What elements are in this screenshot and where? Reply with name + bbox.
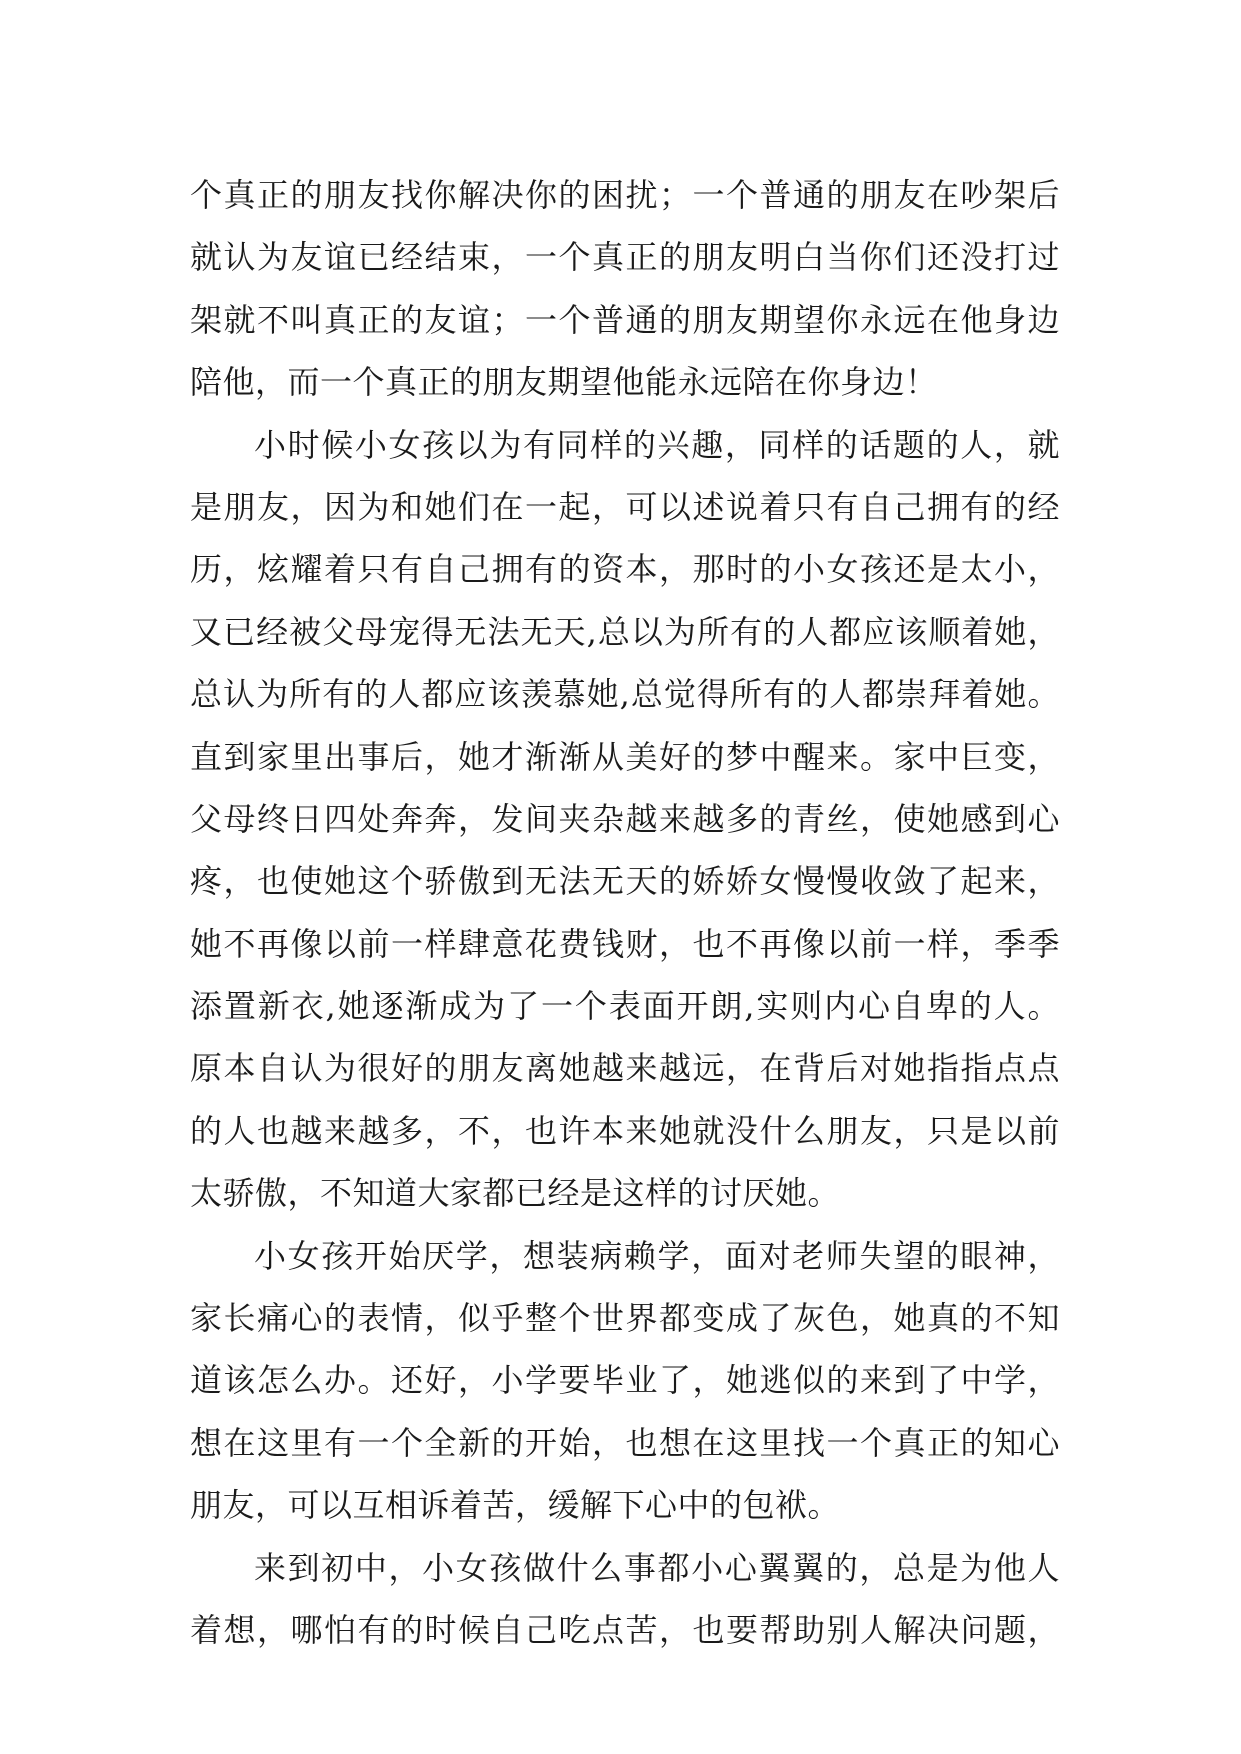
paragraph-3 bbox=[190, 1225, 1060, 1537]
paragraph-2 bbox=[190, 414, 1060, 1225]
paragraph-4 bbox=[190, 1537, 1060, 1662]
text-line: 想在这里有一个全新的开始，也想在这里找一个真正的知心 bbox=[190, 1423, 1060, 1462]
text-line: 原本自认为很好的朋友离她越来越远，在背后对她指指点点 bbox=[190, 1049, 1060, 1088]
text-line: 疼，也使她这个骄傲到无法无天的娇娇女慢慢收敛了起来， bbox=[190, 862, 1060, 901]
paragraph-1 bbox=[190, 164, 1060, 414]
text-line: 历，炫耀着只有自己拥有的资本，那时的小女孩还是太小， bbox=[190, 550, 1060, 589]
text-line: 的人也越来越多，不，也许本来她就没什么朋友，只是以前 bbox=[190, 1111, 1060, 1150]
text-line: 小女孩开始厌学，想装病赖学，面对老师失望的眼神， bbox=[254, 1236, 1060, 1275]
text-line: 又已经被父母宠得无法无天,总以为所有的人都应该顺着她， bbox=[190, 612, 1060, 651]
text-line: 添置新衣,她逐渐成为了一个表面开朗,实则内心自卑的人。 bbox=[190, 987, 1060, 1026]
text-line: 她不再像以前一样肆意花费钱财，也不再像以前一样，季季 bbox=[190, 924, 1060, 963]
text-line: 家长痛心的表情，似乎整个世界都变成了灰色，她真的不知 bbox=[190, 1299, 1060, 1338]
text-line: 着想，哪怕有的时候自己吃点苦，也要帮助别人解决问题， bbox=[190, 1610, 1060, 1649]
text-line: 就认为友谊已经结束，一个真正的朋友明白当你们还没打过 bbox=[190, 238, 1060, 277]
text-line: 小时候小女孩以为有同样的兴趣，同样的话题的人，就 bbox=[254, 425, 1060, 464]
text-line: 太骄傲，不知道大家都已经是这样的讨厌她。 bbox=[190, 1174, 841, 1213]
text-line: 陪他，而一个真正的朋友期望他能永远陪在你身边！ bbox=[190, 363, 938, 402]
text-line: 架就不叫真正的友谊；一个普通的朋友期望你永远在他身边 bbox=[190, 300, 1060, 339]
text-line: 是朋友，因为和她们在一起，可以述说着只有自己拥有的经 bbox=[190, 487, 1060, 526]
text-line: 父母终日四处奔奔，发间夹杂越来越多的青丝，使她感到心 bbox=[190, 799, 1060, 838]
text-line: 朋友，可以互相诉着苦，缓解下心中的包袱。 bbox=[190, 1486, 841, 1525]
text-line: 道该怎么办。还好，小学要毕业了，她逃似的来到了中学， bbox=[190, 1361, 1060, 1400]
text-line: 个真正的朋友找你解决你的困扰；一个普通的朋友在吵架后 bbox=[190, 176, 1060, 214]
body-text bbox=[190, 164, 1060, 1661]
text-line: 总认为所有的人都应该羡慕她,总觉得所有的人都崇拜着她。 bbox=[190, 675, 1060, 714]
text-line: 来到初中，小女孩做什么事都小心翼翼的，总是为他人 bbox=[254, 1548, 1060, 1587]
text-line: 直到家里出事后，她才渐渐从美好的梦中醒来。家中巨变， bbox=[190, 737, 1060, 776]
